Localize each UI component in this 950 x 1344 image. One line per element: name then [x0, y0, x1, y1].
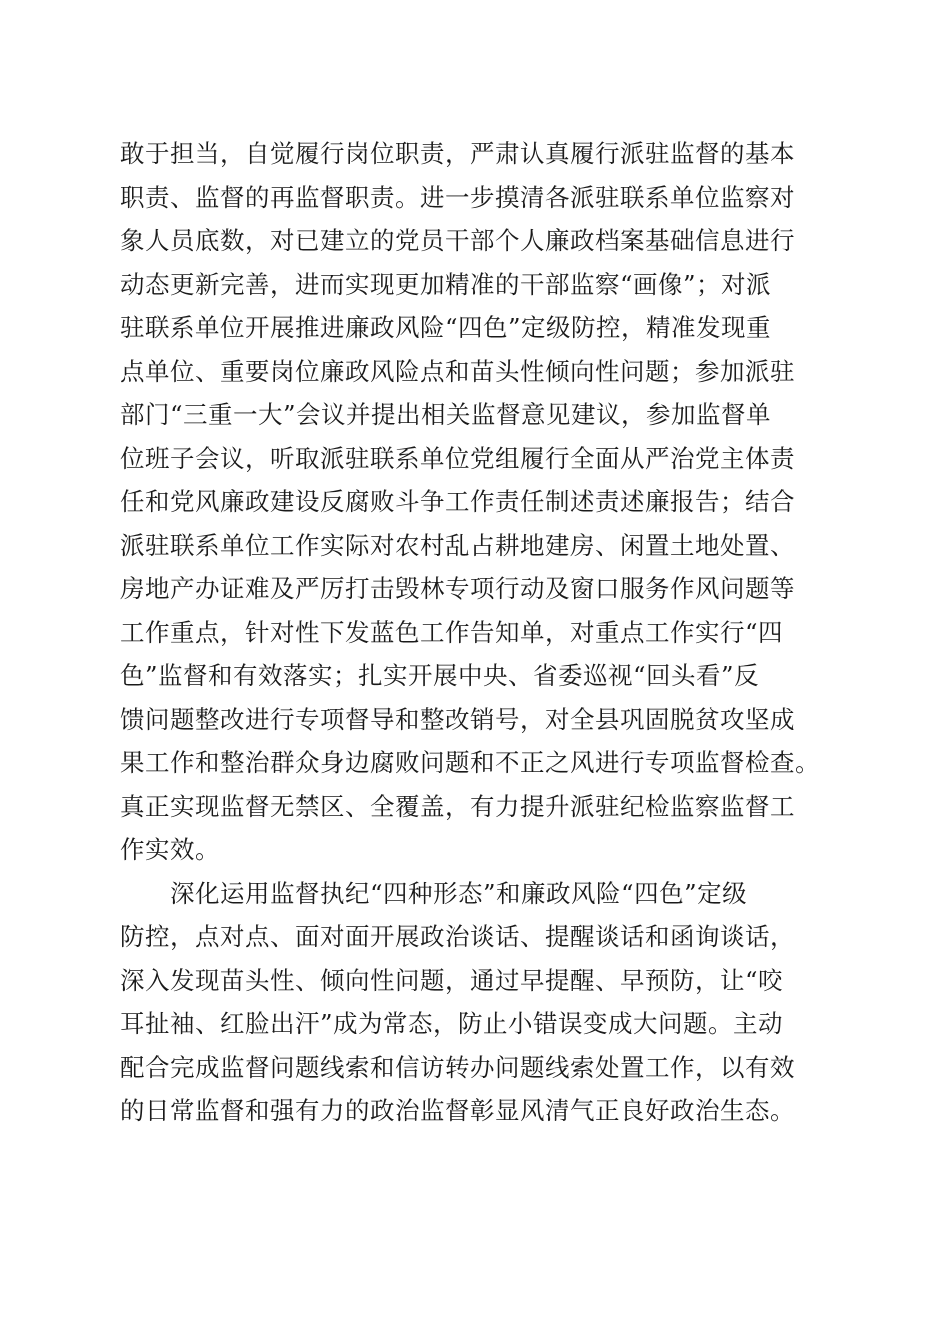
text-line: 深入发现苗头性、倾向性问题，通过早提醒、早预防，让“咬 [120, 965, 784, 995]
text-line: 耳扯袖、红脸出汗”成为常态，防止小错误变成大问题。主动 [120, 1009, 784, 1038]
text-line: 敢于担当，自觉履行岗位职责，严肃认真履行派驻监督的基本 [120, 139, 795, 168]
document-body [120, 132, 840, 1133]
text-line: 的日常监督和强有力的政治监督彰显风清气正良好政治生态。 [120, 1096, 795, 1125]
text-line: 驻联系单位开展推进廉政风险“四色”定级防控，精准发现重 [120, 313, 772, 342]
text-line: 象人员底数，对已建立的党员干部个人廉政档案基础信息进行 [120, 226, 795, 255]
paragraph-1 [120, 132, 840, 872]
text-line: 任和党风廉政建设反腐败斗争工作责任制述责述廉报告；结合 [120, 487, 795, 516]
text-line: 职责、监督的再监督职责。进一步摸清各派驻联系单位监察对 [120, 182, 795, 212]
text-line: 深化运用监督执纪“四种形态”和廉政风险“四色”定级 [120, 878, 748, 908]
text-line: 配合完成监督问题线索和信访转办问题线索处置工作，以有效 [120, 1052, 795, 1082]
text-line: 馈问题整改进行专项督导和整改销号，对全县巩固脱贫攻坚成 [120, 704, 795, 734]
text-line: 作实效。 [120, 835, 220, 864]
text-line: 真正实现监督无禁区、全覆盖，有力提升派驻纪检监察监督工 [120, 791, 795, 821]
text-line: 部门“三重一大”会议并提出相关监督意见建议，参加监督单 [120, 400, 772, 429]
text-line: 果工作和整治群众身边腐败问题和不正之风进行专项监督检查。 [120, 748, 820, 777]
text-line: 色”监督和有效落实；扎实开展中央、省委巡视“回头看”反 [120, 661, 760, 690]
text-line: 点单位、重要岗位廉政风险点和苗头性倾向性问题；参加派驻 [120, 356, 795, 386]
text-line: 防控，点对点、面对面开展政治谈话、提醒谈话和函询谈话， [120, 922, 795, 951]
text-line: 房地产办证难及严厉打击毁林专项行动及窗口服务作风问题等 [120, 574, 795, 603]
text-line: 位班子会议，听取派驻联系单位党组履行全面从严治党主体责 [120, 443, 795, 473]
text-line: 派驻联系单位工作实际对农村乱占耕地建房、闲置土地处置、 [120, 530, 795, 560]
text-line: 动态更新完善，进而实现更加精准的干部监察“画像”；对派 [120, 269, 772, 299]
paragraph-2 [120, 872, 840, 1133]
text-line: 工作重点，针对性下发蓝色工作告知单，对重点工作实行“四 [120, 617, 784, 647]
